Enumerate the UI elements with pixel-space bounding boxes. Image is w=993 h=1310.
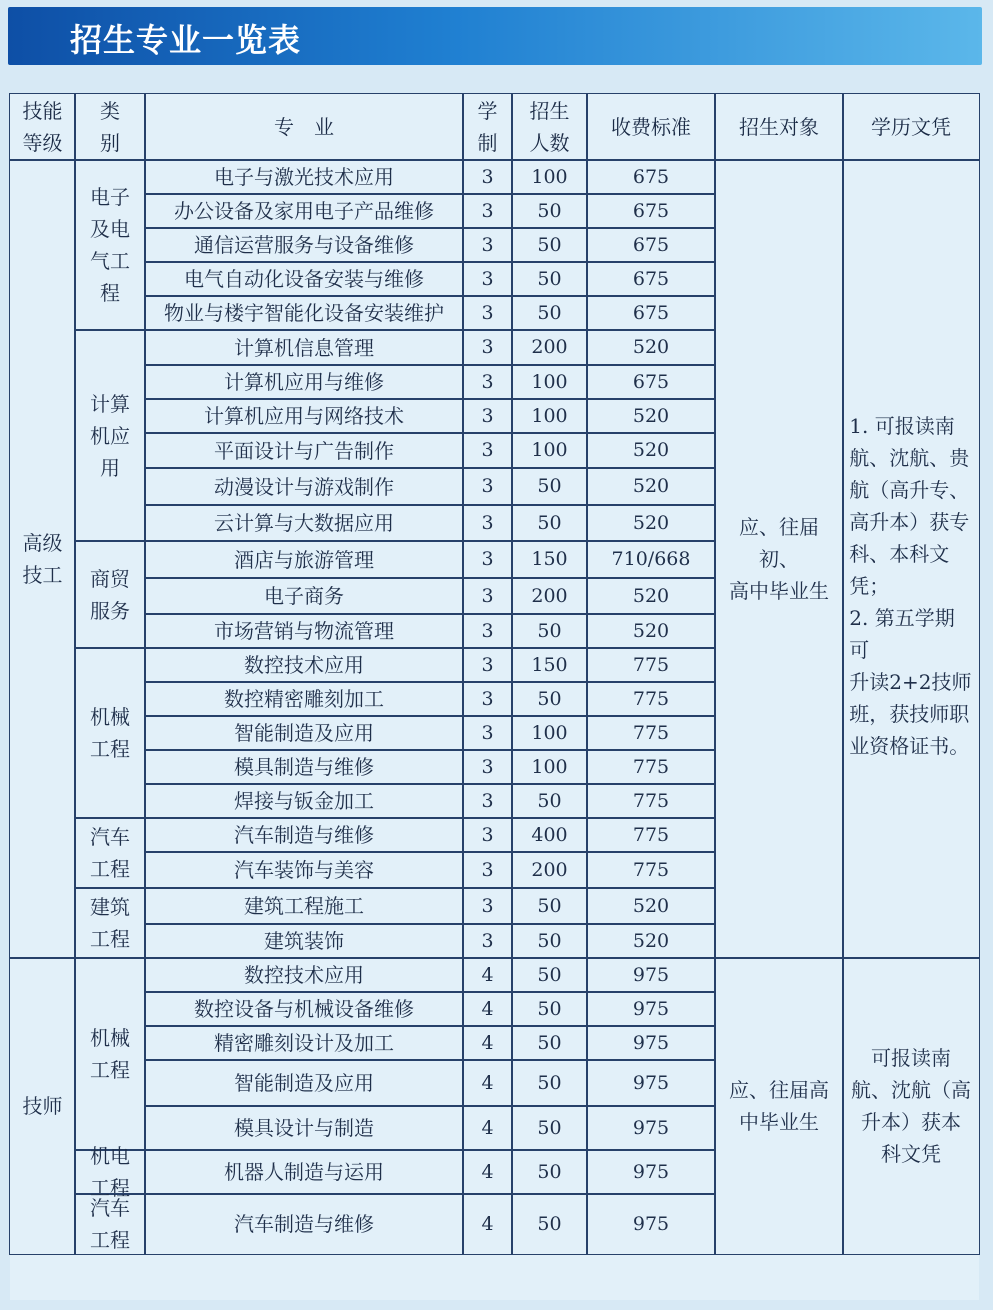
enroll-cell-text: 50: [537, 511, 562, 534]
years-cell-text: 3: [481, 929, 494, 952]
fee-cell-text: 775: [632, 858, 670, 881]
enroll-cell: [511, 261, 588, 297]
fee-cell: [586, 957, 716, 993]
header-diploma-text: 学历文凭: [871, 115, 951, 139]
years-cell: [462, 923, 513, 959]
major-cell: [144, 329, 464, 366]
years-cell: [462, 193, 513, 229]
years-cell: [462, 1193, 513, 1255]
fee-cell: [586, 540, 716, 579]
years-cell-text: 3: [481, 584, 494, 607]
major-cell-text: 建筑工程施工: [244, 894, 364, 918]
enroll-cell: [511, 159, 588, 195]
fee-cell-text: 675: [632, 233, 670, 256]
major-cell: [144, 613, 464, 649]
years-cell: [462, 647, 513, 683]
years-cell-text: 3: [481, 233, 494, 256]
enroll-cell: [511, 432, 588, 469]
years-cell: [462, 540, 513, 579]
diploma-cell: [842, 159, 980, 959]
major-cell: [144, 1059, 464, 1107]
category-cell: [74, 817, 146, 889]
enroll-cell: [511, 1025, 588, 1061]
major-cell-text: 计算机信息管理: [234, 335, 374, 360]
diploma-cell-text: 1. 可报读南 航、沈航、贵 航（高升专、 高升本）获专 科、本科文 凭； 2. 第五学期可 升读2+2技师 班，获技师职 业资格证书。: [849, 414, 972, 759]
category-cell-text: 电子 及电 气工 程: [90, 185, 130, 305]
major-cell: [144, 923, 464, 959]
years-cell-text: 4: [481, 1031, 494, 1054]
fee-cell: [586, 1025, 716, 1061]
page-title: 招生专业一览表: [70, 21, 302, 59]
major-cell-text: 汽车装饰与美容: [234, 858, 374, 882]
major-cell: [144, 1105, 464, 1151]
years-cell: [462, 504, 513, 542]
enroll-cell-text: 150: [531, 653, 568, 676]
category-cell: [74, 329, 146, 542]
fee-cell: [586, 329, 716, 366]
fee-cell-text: 675: [632, 199, 670, 222]
years-cell-text: 3: [481, 894, 494, 917]
major-cell: [144, 398, 464, 434]
enroll-cell: [511, 540, 588, 579]
enroll-cell-text: 50: [537, 1031, 562, 1054]
years-cell: [462, 851, 513, 889]
major-cell-text: 汽车制造与维修: [234, 823, 374, 847]
fee-cell-text: 520: [632, 336, 670, 359]
major-cell: [144, 504, 464, 542]
diploma-cell-text: 可报读南 航、沈航（高 升本）获本 科文凭: [851, 1046, 971, 1166]
major-cell: [144, 887, 464, 925]
major-cell-text: 电子与激光技术应用: [214, 165, 394, 189]
years-cell-text: 3: [481, 165, 494, 188]
header-enroll-text: 招生 人数: [529, 99, 570, 155]
major-cell: [144, 1149, 464, 1195]
fee-cell-text: 520: [632, 439, 670, 462]
enroll-cell: [511, 1059, 588, 1107]
target-cell: [714, 159, 844, 959]
fee-cell: [586, 1105, 716, 1151]
category-cell-text: 建筑 工程: [90, 895, 130, 951]
enroll-cell-text: 200: [531, 584, 568, 607]
category-cell: [74, 957, 146, 1151]
enroll-cell: [511, 227, 588, 263]
enroll-cell: [511, 957, 588, 993]
fee-cell-text: 775: [632, 721, 670, 744]
major-cell-text: 计算机应用与维修: [224, 370, 384, 394]
years-cell-text: 4: [481, 1116, 494, 1139]
years-cell: [462, 1059, 513, 1107]
fee-cell: [586, 817, 716, 853]
fee-cell: [586, 647, 716, 683]
major-cell-text: 平面设计与广告制作: [214, 438, 394, 463]
enroll-cell-text: 100: [531, 370, 568, 393]
category-cell-text: 汽车 工程: [90, 1196, 130, 1252]
header-major-text: 专 业: [274, 115, 334, 139]
years-cell-text: 3: [481, 619, 494, 642]
years-cell: [462, 364, 513, 400]
fee-cell: [586, 613, 716, 649]
major-cell-text: 智能制造及应用: [234, 721, 374, 745]
major-cell-text: 酒店与旅游管理: [234, 547, 374, 572]
years-cell-text: 3: [481, 755, 494, 778]
years-cell-text: 3: [481, 511, 494, 534]
category-cell-text: 机械 工程: [90, 1026, 130, 1082]
years-cell: [462, 398, 513, 434]
years-cell-text: 3: [481, 267, 494, 290]
header-category: [74, 93, 146, 161]
target-cell: [714, 957, 844, 1255]
years-cell: [462, 715, 513, 751]
category-cell: [74, 540, 146, 649]
fee-cell-text: 520: [632, 929, 670, 952]
fee-cell-text: 775: [632, 687, 670, 710]
enroll-cell: [511, 577, 588, 615]
years-cell-text: 3: [481, 199, 494, 222]
major-cell: [144, 1193, 464, 1255]
years-cell: [462, 1149, 513, 1195]
major-cell-text: 计算机应用与网络技术: [204, 404, 404, 428]
category-cell: [74, 1193, 146, 1255]
fee-cell-text: 520: [632, 404, 670, 427]
major-cell: [144, 647, 464, 683]
fee-cell: [586, 504, 716, 542]
fee-cell-text: 520: [632, 619, 670, 642]
fee-cell: [586, 681, 716, 717]
fee-cell: [586, 467, 716, 506]
enroll-cell: [511, 647, 588, 683]
fee-cell: [586, 1059, 716, 1107]
fee-cell-text: 675: [632, 165, 670, 188]
fee-cell-text: 710/668: [611, 548, 691, 571]
header-fee: [586, 93, 716, 161]
major-cell-text: 物业与楼宇智能化设备安装维护: [164, 301, 444, 325]
major-cell-text: 数控设备与机械设备维修: [194, 997, 414, 1021]
enroll-cell: [511, 504, 588, 542]
major-cell: [144, 817, 464, 853]
enroll-cell: [511, 749, 588, 785]
category-cell-text: 机械 工程: [90, 705, 130, 761]
diploma-cell: [842, 957, 980, 1255]
years-cell-text: 3: [481, 858, 494, 881]
enroll-cell-text: 50: [537, 687, 562, 710]
enroll-cell: [511, 887, 588, 925]
enroll-cell-text: 50: [537, 997, 562, 1020]
enroll-cell-text: 50: [537, 1212, 562, 1235]
major-cell: [144, 851, 464, 889]
fee-cell-text: 975: [632, 1116, 670, 1139]
years-cell: [462, 159, 513, 195]
major-cell-text: 通信运营服务与设备维修: [194, 233, 414, 257]
level-cell-text: 高级 技工: [22, 531, 63, 587]
fee-cell-text: 675: [632, 301, 670, 324]
fee-cell: [586, 295, 716, 331]
major-cell-text: 汽车制造与维修: [234, 1212, 374, 1236]
major-cell-text: 电子商务: [264, 584, 344, 608]
major-cell: [144, 193, 464, 229]
years-cell: [462, 1105, 513, 1151]
enroll-cell-text: 100: [531, 721, 568, 744]
enroll-cell-text: 50: [537, 1160, 562, 1183]
years-cell-text: 4: [481, 1071, 494, 1094]
years-cell: [462, 227, 513, 263]
enroll-cell-text: 50: [537, 1116, 562, 1139]
title-banner: [8, 7, 982, 65]
major-cell: [144, 991, 464, 1027]
major-cell: [144, 1025, 464, 1061]
fee-cell-text: 775: [632, 653, 670, 676]
category-cell-text: 机电 工程: [90, 1144, 130, 1200]
fee-cell: [586, 577, 716, 615]
major-cell: [144, 783, 464, 819]
level-cell: [9, 957, 76, 1255]
category-cell: [74, 159, 146, 331]
years-cell: [462, 467, 513, 506]
major-cell-text: 精密雕刻设计及加工: [214, 1031, 394, 1055]
years-cell: [462, 432, 513, 469]
fee-cell-text: 975: [632, 1212, 670, 1235]
fee-cell: [586, 398, 716, 434]
fee-cell-text: 975: [632, 963, 670, 986]
enroll-cell-text: 200: [531, 336, 568, 359]
header-target: [714, 93, 844, 161]
fee-cell-text: 775: [632, 823, 670, 846]
fee-cell: [586, 227, 716, 263]
fee-cell-text: 775: [632, 789, 670, 812]
header-years-text: 学 制: [477, 99, 498, 155]
major-cell: [144, 540, 464, 579]
enroll-cell: [511, 681, 588, 717]
header-target-text: 招生对象: [739, 115, 819, 139]
enroll-cell-text: 50: [537, 619, 562, 642]
enroll-cell-text: 50: [537, 267, 562, 290]
major-cell-text: 市场营销与物流管理: [214, 619, 394, 643]
fee-cell-text: 675: [632, 267, 670, 290]
years-cell-text: 3: [481, 789, 494, 812]
enroll-cell-text: 50: [537, 233, 562, 256]
fee-cell: [586, 851, 716, 889]
enroll-cell: [511, 329, 588, 366]
major-cell-text: 建筑装饰: [264, 929, 344, 953]
years-cell-text: 4: [481, 963, 494, 986]
enroll-cell-text: 50: [537, 894, 562, 917]
enrollment-table: [10, 94, 979, 1300]
header-years: [462, 93, 513, 161]
enroll-cell: [511, 817, 588, 853]
years-cell: [462, 1025, 513, 1061]
fee-cell-text: 975: [632, 1031, 670, 1054]
category-cell: [74, 647, 146, 819]
fee-cell: [586, 991, 716, 1027]
enroll-cell: [511, 851, 588, 889]
major-cell: [144, 227, 464, 263]
years-cell-text: 4: [481, 1160, 494, 1183]
level-cell-text: 技师: [22, 1094, 63, 1118]
enroll-cell: [511, 364, 588, 400]
years-cell-text: 3: [481, 336, 494, 359]
major-cell-text: 焊接与钣金加工: [234, 789, 374, 813]
enroll-cell: [511, 991, 588, 1027]
major-cell-text: 数控技术应用: [244, 653, 364, 677]
enroll-cell-text: 100: [531, 755, 568, 778]
years-cell-text: 3: [481, 370, 494, 393]
years-cell-text: 3: [481, 404, 494, 427]
years-cell-text: 3: [481, 823, 494, 846]
fee-cell-text: 520: [632, 894, 670, 917]
enroll-cell: [511, 923, 588, 959]
header-enroll: [511, 93, 588, 161]
major-cell: [144, 577, 464, 615]
fee-cell: [586, 783, 716, 819]
enroll-cell: [511, 467, 588, 506]
years-cell-text: 3: [481, 687, 494, 710]
major-cell: [144, 715, 464, 751]
fee-cell-text: 775: [632, 755, 670, 778]
category-cell-text: 汽车 工程: [90, 825, 130, 881]
fee-cell-text: 975: [632, 1071, 670, 1094]
years-cell-text: 3: [481, 548, 494, 571]
major-cell-text: 数控技术应用: [244, 963, 364, 987]
major-cell: [144, 749, 464, 785]
years-cell: [462, 749, 513, 785]
major-cell-text: 机器人制造与运用: [224, 1160, 384, 1184]
major-cell: [144, 432, 464, 469]
enroll-cell-text: 200: [531, 858, 568, 881]
enroll-cell: [511, 1149, 588, 1195]
header-category-text: 类 别: [100, 99, 120, 155]
enroll-cell-text: 50: [537, 199, 562, 222]
fee-cell: [586, 887, 716, 925]
major-cell: [144, 159, 464, 195]
category-cell-text: 计算 机应 用: [90, 391, 130, 480]
major-cell-text: 模具制造与维修: [234, 755, 374, 779]
fee-cell: [586, 159, 716, 195]
years-cell: [462, 887, 513, 925]
fee-cell: [586, 432, 716, 469]
header-diploma: [842, 93, 980, 161]
fee-cell: [586, 1149, 716, 1195]
major-cell-text: 模具设计与制造: [234, 1116, 374, 1140]
years-cell: [462, 577, 513, 615]
years-cell-text: 4: [481, 997, 494, 1020]
years-cell: [462, 261, 513, 297]
fee-cell: [586, 1193, 716, 1255]
major-cell: [144, 364, 464, 400]
major-cell-text: 电气自动化设备安装与维修: [184, 267, 424, 291]
enroll-cell: [511, 295, 588, 331]
enroll-cell: [511, 613, 588, 649]
years-cell: [462, 681, 513, 717]
enroll-cell-text: 150: [531, 548, 568, 571]
years-cell-text: 3: [481, 653, 494, 676]
enroll-cell-text: 400: [531, 823, 568, 846]
years-cell: [462, 817, 513, 853]
years-cell-text: 3: [481, 721, 494, 744]
category-cell: [74, 887, 146, 959]
fee-cell-text: 520: [632, 584, 670, 607]
years-cell-text: 3: [481, 301, 494, 324]
enroll-cell-text: 50: [537, 301, 562, 324]
years-cell-text: 3: [481, 439, 494, 462]
fee-cell: [586, 749, 716, 785]
years-cell: [462, 783, 513, 819]
enroll-cell: [511, 398, 588, 434]
major-cell-text: 数控精密雕刻加工: [224, 687, 384, 711]
enroll-cell-text: 50: [537, 475, 562, 498]
enroll-cell: [511, 1105, 588, 1151]
level-cell: [9, 159, 76, 959]
years-cell: [462, 613, 513, 649]
fee-cell: [586, 193, 716, 229]
years-cell: [462, 957, 513, 993]
enroll-cell-text: 100: [531, 165, 568, 188]
enroll-cell: [511, 1193, 588, 1255]
fee-cell: [586, 715, 716, 751]
years-cell: [462, 991, 513, 1027]
fee-cell: [586, 923, 716, 959]
enroll-cell-text: 100: [531, 439, 568, 462]
target-cell-text: 应、往届高 中毕业生: [729, 1078, 829, 1134]
major-cell-text: 智能制造及应用: [234, 1071, 374, 1095]
major-cell-text: 云计算与大数据应用: [214, 511, 394, 535]
enroll-cell-text: 50: [537, 963, 562, 986]
enroll-cell: [511, 715, 588, 751]
category-cell-text: 商贸 服务: [90, 566, 130, 623]
enroll-cell: [511, 783, 588, 819]
major-cell: [144, 467, 464, 506]
enroll-cell-text: 50: [537, 929, 562, 952]
header-level: [9, 93, 76, 161]
years-cell: [462, 295, 513, 331]
major-cell-text: 动漫设计与游戏制作: [214, 474, 394, 499]
enroll-cell: [511, 193, 588, 229]
years-cell-text: 4: [481, 1212, 494, 1235]
fee-cell-text: 975: [632, 997, 670, 1020]
years-cell-text: 3: [481, 475, 494, 498]
header-major: [144, 93, 464, 161]
enroll-cell-text: 50: [537, 1071, 562, 1094]
major-cell: [144, 295, 464, 331]
header-fee-text: 收费标准: [611, 115, 691, 139]
header-level-text: 技能 等级: [22, 99, 63, 155]
major-cell: [144, 681, 464, 717]
major-cell: [144, 261, 464, 297]
major-cell-text: 办公设备及家用电子产品维修: [174, 199, 434, 223]
fee-cell: [586, 261, 716, 297]
fee-cell-text: 975: [632, 1160, 670, 1183]
fee-cell: [586, 364, 716, 400]
enroll-cell-text: 50: [537, 789, 562, 812]
fee-cell-text: 520: [632, 475, 670, 498]
enroll-cell-text: 100: [531, 404, 568, 427]
fee-cell-text: 520: [632, 511, 670, 534]
major-cell: [144, 957, 464, 993]
years-cell: [462, 329, 513, 366]
category-cell: [74, 1144, 146, 1200]
fee-cell-text: 675: [632, 370, 670, 393]
target-cell-text: 应、往届初、 高中毕业生: [729, 515, 829, 603]
